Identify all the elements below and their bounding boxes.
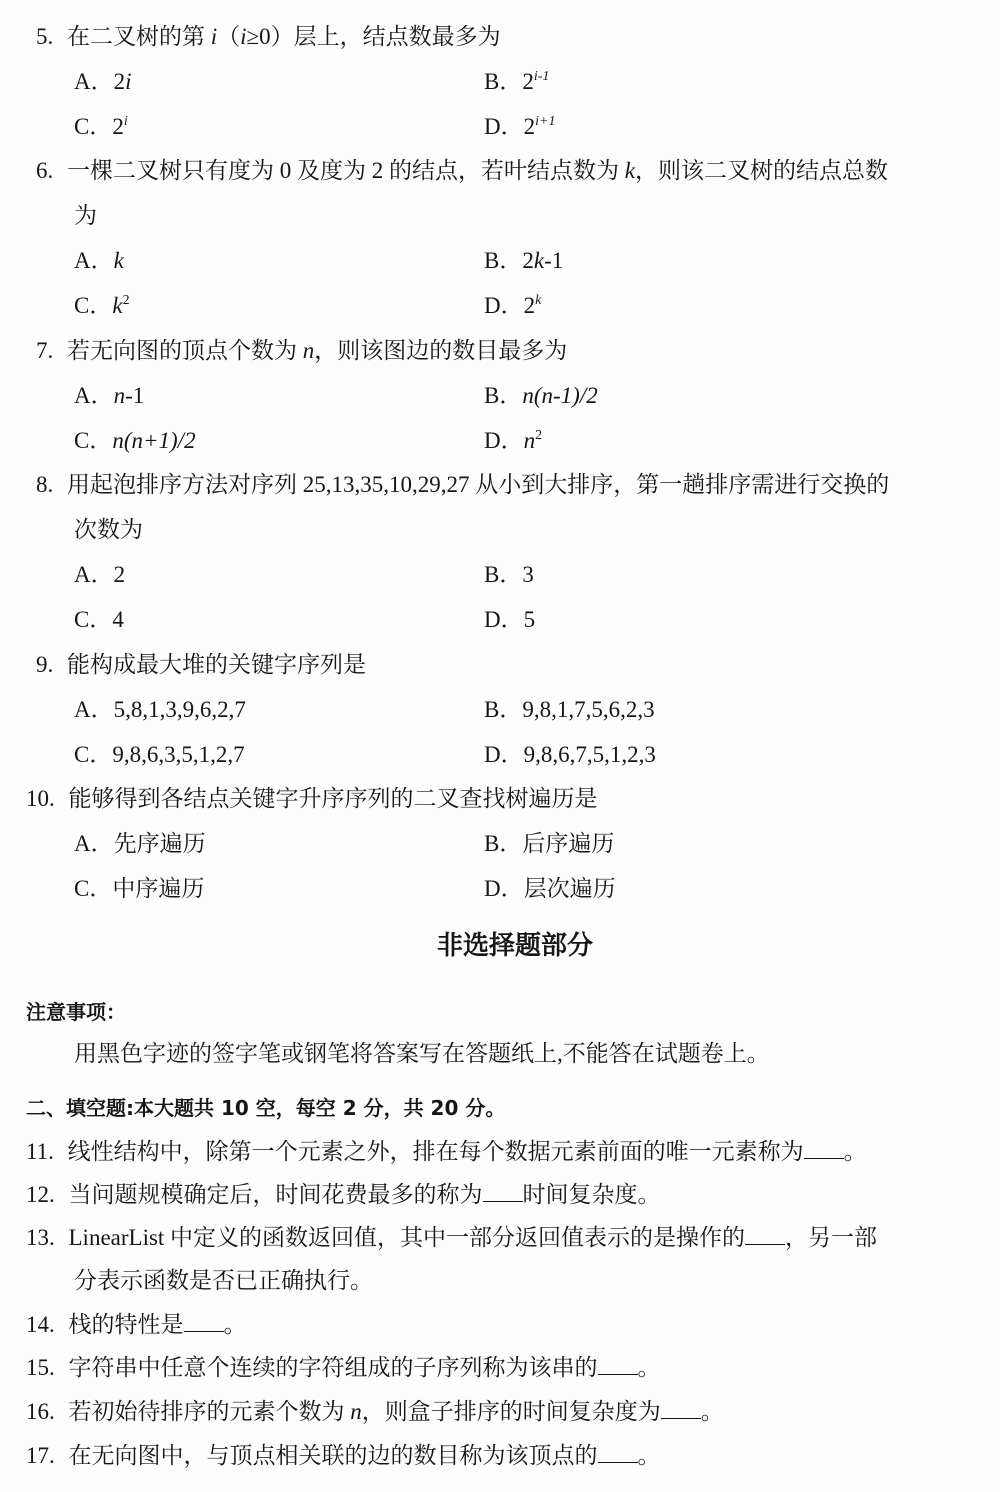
question-15: 15. 字符串中任意个连续的字符组成的子序列称为该串的 。 — [26, 1355, 661, 1380]
question-6-stem-cont: 为 — [74, 203, 97, 228]
option-a: A．k — [74, 248, 124, 273]
question-16: 16. 若初始待排序的元素个数为 n，则盒子排序的时间复杂度为 。 — [26, 1399, 724, 1424]
question-8-stem: 8. 用起泡排序方法对序列 25,13,35,10,29,27 从小到大排序，第一趟排序需进行交换的 — [36, 472, 890, 497]
question-number: 15. — [26, 1355, 55, 1380]
option-b: B．2k-1 — [484, 248, 564, 273]
question-7-stem: 7. 若无向图的顶点个数为 n，则该图边的数目最多为 — [36, 338, 568, 363]
question-8-stem-cont: 次数为 — [74, 517, 143, 542]
option-a: A．5,8,1,3,9,6,2,7 — [74, 697, 246, 722]
option-c: C．中序遍历 — [74, 876, 205, 901]
question-10-stem: 10. 能够得到各结点关键字升序序列的二叉查找树遍历是 — [26, 786, 598, 811]
option-d: D．层次遍历 — [484, 876, 616, 901]
question-number: 11. — [26, 1139, 54, 1164]
option-c: C．n(n+1)/2 — [74, 428, 196, 453]
question-number: 5. — [36, 24, 54, 49]
answer-blank — [745, 1224, 785, 1245]
notice-heading: 注意事项： — [26, 1000, 126, 1024]
question-number: 9. — [36, 652, 54, 677]
question-6-stem: 6. 一棵二叉树只有度为 0 及度为 2 的结点，若叶结点数为 k，则该二叉树的结点总数 — [36, 158, 888, 183]
answer-blank — [483, 1181, 523, 1202]
question-number: 17. — [26, 1443, 55, 1468]
answer-blank — [804, 1138, 844, 1159]
option-d: D．$2^{i+1}$ — [484, 114, 556, 139]
option-c: C．9,8,6,3,5,1,2,7 — [74, 742, 245, 767]
fill-section-heading: 二、填空题:本大题共 10 空，每空 2 分，共 20 分。 — [26, 1096, 506, 1120]
question-5-stem: 5. 在二叉树的第 i（i≥0）层上，结点数最多为 — [36, 24, 501, 49]
option-c: C．2$^i$ — [74, 114, 128, 139]
question-14: 14. 栈的特性是 。 — [26, 1312, 247, 1337]
option-d: D．$n^2$ — [484, 428, 543, 453]
option-d: D．5 — [484, 607, 536, 632]
option-a: A．n-1 — [74, 383, 145, 408]
answer-blank — [598, 1354, 638, 1375]
question-number: 16. — [26, 1399, 55, 1424]
option-d: D．2$^k$ — [484, 293, 542, 318]
question-number: 13. — [26, 1225, 55, 1250]
question-number: 7. — [36, 338, 54, 363]
option-b: B．n(n-1)/2 — [484, 383, 598, 408]
option-b: B．2$^{i-1}$ — [484, 69, 550, 94]
question-9-stem: 9. 能构成最大堆的关键字序列是 — [36, 652, 366, 677]
option-b: B．3 — [484, 562, 534, 587]
question-number: 12. — [26, 1182, 55, 1207]
answer-blank — [598, 1442, 638, 1463]
option-a: A．先序遍历 — [74, 831, 206, 856]
option-a: A．2i — [74, 69, 132, 94]
option-c: C．4 — [74, 607, 124, 632]
option-b: B．9,8,1,7,5,6,2,3 — [484, 697, 655, 722]
question-number: 10. — [26, 786, 55, 811]
question-number: 8. — [36, 472, 54, 497]
answer-blank — [661, 1398, 701, 1419]
question-number: 6. — [36, 158, 54, 183]
question-17: 17. 在无向图中，与顶点相关联的边的数目称为该顶点的 。 — [26, 1443, 661, 1468]
option-d: D．9,8,6,7,5,1,2,3 — [484, 742, 656, 767]
question-13: 13. LinearList 中定义的函数返回值，其中一部分返回值表示的是操作的 ，另一部 — [26, 1225, 878, 1250]
notice-text: 用黑色字迹的签字笔或钢笔将答案写在答题纸上,不能答在试题卷上。 — [74, 1041, 770, 1066]
option-a: A．2 — [74, 562, 126, 587]
option-b: B．后序遍历 — [484, 831, 615, 856]
question-13-cont: 分表示函数是否已正确执行。 — [74, 1268, 373, 1293]
answer-blank — [184, 1311, 224, 1332]
section-title: 非选择题部分 — [436, 931, 593, 961]
question-11: 11. 线性结构中，除第一个元素之外，排在每个数据元素前面的唯一元素称为 。 — [26, 1139, 867, 1164]
option-c: C．$k^2$ — [74, 293, 130, 318]
question-number: 14. — [26, 1312, 55, 1337]
question-12: 12. 当问题规模确定后，时间花费最多的称为 时间复杂度。 — [26, 1182, 661, 1207]
